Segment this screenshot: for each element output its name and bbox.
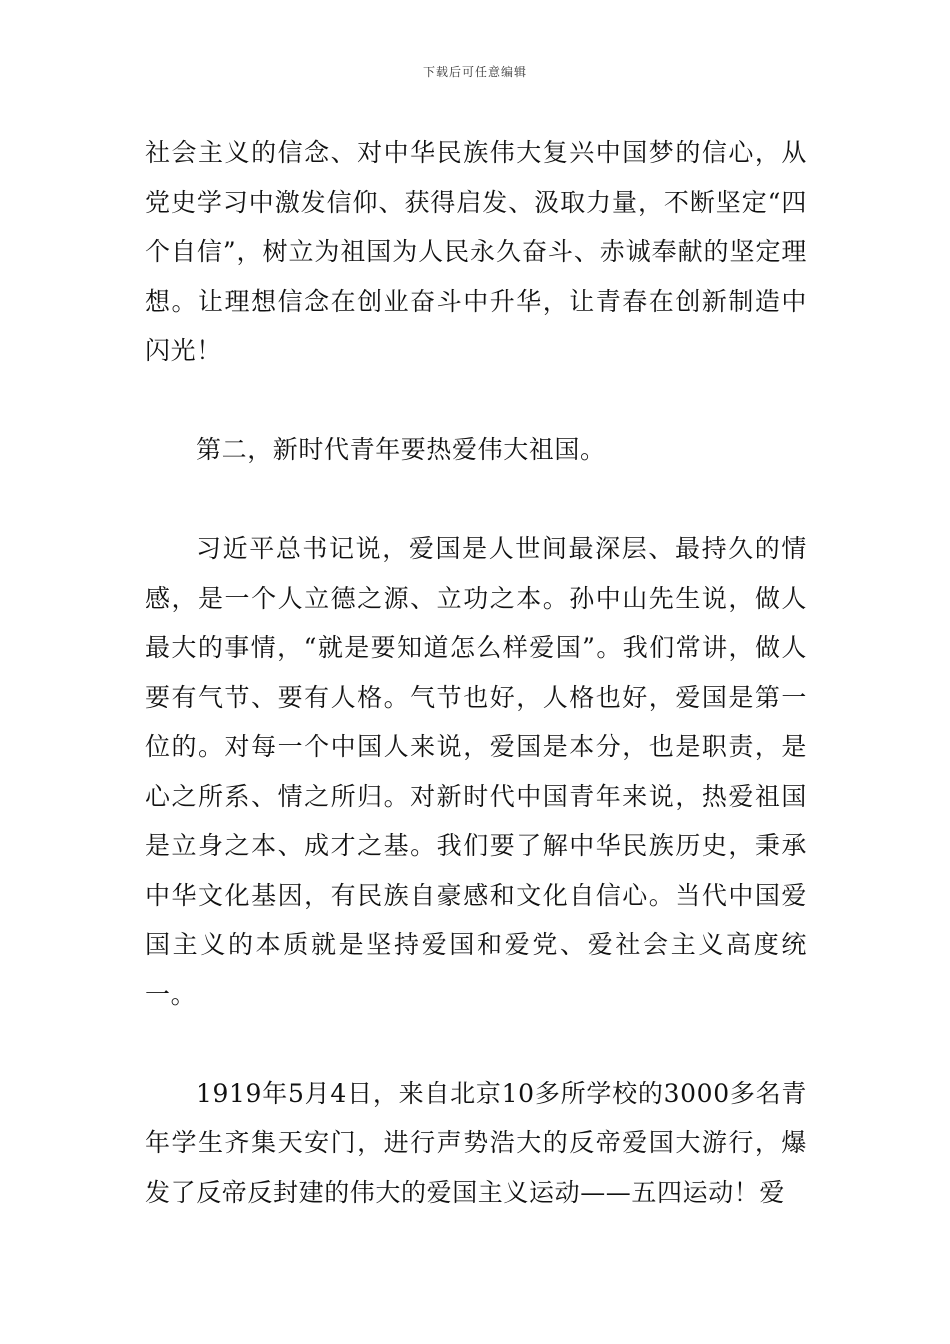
- page-header-note: 下载后可任意编辑: [422, 65, 527, 79]
- paragraph-section-heading: 第二，新时代青年要热爱伟大祖国。: [196, 435, 606, 464]
- paragraph-continuation: 社会主义的信念、对中华民族伟大复兴中国梦的信心，从党史学习中激发信仰、获得启发、汲取力量，不断坚定“四个自信”，树立为祖国为人民永久奋斗、赤诚奉献的坚定理想。让理想信念在创业奋斗中升华，让青春在创新制造中闪光！: [145, 138, 807, 365]
- paragraph-patriotism: 习近平总书记说，爱国是人世间最深层、最持久的情感，是一个人立德之源、立功之本。孙中山先生说，做人最大的事情，“就是要知道怎么样爱国”。我们常讲，做人要有气节、要有人格。气节也好，人格也好，爱国是第一位的。对每一个中国人来说，爱国是本分，也是职责，是心之所系、情之所归。对新时代中国青年来说，热爱祖国是立身之本、成才之基。我们要了解中华民族历史，秉承中华文化基因，有民族自豪感和文化自信心。当代中国爱国主义的本质就是坚持爱国和爱党、爱社会主义高度统一。: [145, 534, 807, 1009]
- paragraph-may-fourth: 1919年5月4日，来自北京10多所学校的3000多名青年学生齐集天安门，进行声势浩大的反帝爱国大游行，爆发了反帝反封建的伟大的爱国主义运动——五四运动！爱: [145, 1078, 807, 1207]
- document-body: [145, 128, 807, 1217]
